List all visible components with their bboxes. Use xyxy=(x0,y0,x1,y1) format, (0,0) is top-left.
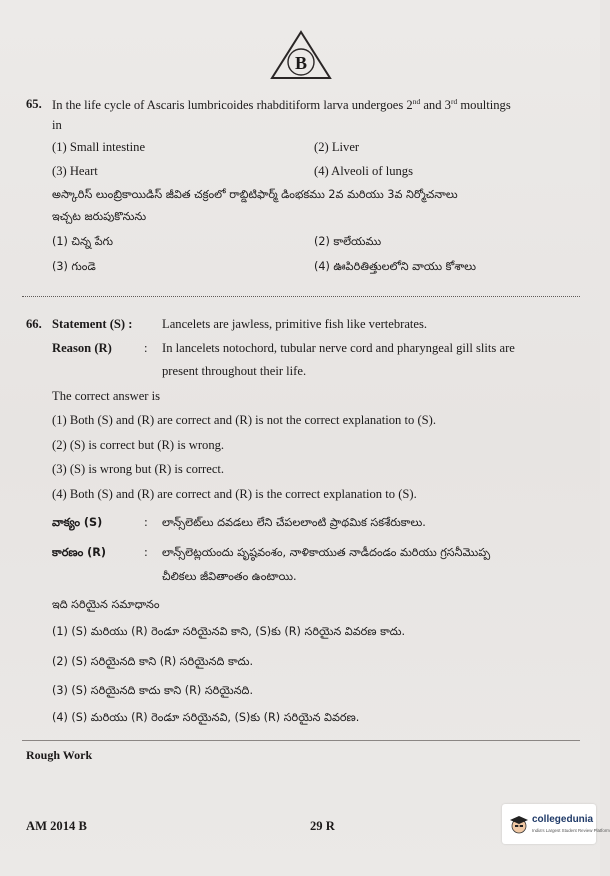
statement-text: Lancelets are jawless, primitive fish like vertebrates. xyxy=(162,317,428,331)
reason-text: In lancelets notochord, tubular nerve cord and pharyngeal gill slits are xyxy=(162,341,515,355)
superscript: nd xyxy=(412,97,421,106)
option-1-telugu: (1) (S) మరియు (R) రెండూ సరియైనవి కాని, (S)కు (R) సరియైన వివరణ కాదు. xyxy=(52,625,406,638)
statement-colon: : xyxy=(144,516,148,529)
brand-name: collegedunia xyxy=(532,814,594,825)
option-3: (3) (S) is wrong but (R) is correct. xyxy=(52,462,225,476)
brand-tagline: India's Largest Student Review Platform xyxy=(532,828,610,833)
option-2: (2) (S) is correct but (R) is wrong. xyxy=(52,438,225,452)
option-1-telugu: (1) చిన్న పేగు xyxy=(52,235,114,248)
stem-text: In the life cycle of Ascaris lumbricoides rhabditiform larva undergoes 2 xyxy=(52,98,413,113)
reason-label-telugu: కారణం (R) xyxy=(52,546,106,559)
rough-work-label: Rough Work xyxy=(26,748,93,762)
brand-watermark xyxy=(502,804,610,844)
option-4: (4) Alveoli of lungs xyxy=(314,164,413,178)
option-3-telugu: (3) గుండె xyxy=(52,260,96,273)
answer-prompt-telugu: ఇది సరియైన సమాధానం xyxy=(52,598,160,611)
question-stem-telugu: అస్కారిస్ లుంబ్రికాయిడిస్ జీవిత చక్రంలో రాబ్డిటిఫార్మ్ డింభకము 2వ మరియు 3వ నిర్మోచనాలు xyxy=(52,188,458,201)
question-stem-telugu: ఇచ్చట జరుపుకొనును xyxy=(52,210,147,223)
reason-text-telugu: చీలికలు జీవితాంతం ఉంటాయి. xyxy=(162,570,297,583)
statement-text-telugu: లాన్స్‌లెట్‌లు దవడలు లేని చేపలలాంటి ప్రాథమిక సకశేరుకాలు. xyxy=(162,516,426,529)
statement-label-telugu: వాక్యం (S) xyxy=(52,516,103,529)
option-4-telugu: (4) (S) మరియు (R) రెండూ సరియైనవి, (S)కు (R) సరియైన వివరణ. xyxy=(52,711,360,724)
option-1: (1) Both (S) and (R) are correct and (R) is not the correct explanation to (S). xyxy=(52,413,436,427)
question-stem-line xyxy=(52,97,511,113)
stem-text: and 3 xyxy=(420,98,451,113)
option-3-telugu: (3) (S) సరియైనది కాదు కాని (R) సరియైనది. xyxy=(52,684,254,697)
rough-work-divider xyxy=(22,740,580,741)
graduate-avatar-icon xyxy=(508,813,530,835)
question-number: 66. xyxy=(26,317,42,331)
set-letter-badge xyxy=(270,30,332,80)
superscript: rd xyxy=(450,97,458,106)
option-4-telugu: (4) ఊపిరితిత్తులలోని వాయు కోశాలు xyxy=(314,260,476,273)
question-stem-line: in xyxy=(52,118,62,132)
question-number: 65. xyxy=(26,97,42,111)
option-3: (3) Heart xyxy=(52,164,98,178)
set-letter: B xyxy=(294,53,308,73)
answer-prompt: The correct answer is xyxy=(52,389,161,403)
stem-text: moultings xyxy=(457,98,511,113)
option-2-telugu: (2) కాలేయము xyxy=(314,235,382,248)
statement-label: Statement (S) : xyxy=(52,317,133,331)
reason-colon: : xyxy=(144,546,148,559)
page-number: 29 R xyxy=(310,819,335,833)
reason-label: Reason (R) xyxy=(52,341,112,355)
reason-text-telugu: లాన్స్‌లెట్లయందు పృష్ఠవంశం, నాళికాయుత నాడీదండం మరియు గ్రసనీమొప్ప xyxy=(162,546,491,559)
option-1: (1) Small intestine xyxy=(52,140,146,154)
booklet-code: AM 2014 B xyxy=(26,819,87,833)
question-divider xyxy=(22,296,580,297)
reason-colon: : xyxy=(144,341,148,355)
option-2-telugu: (2) (S) సరియైనది కాని (R) సరియైనది కాదు. xyxy=(52,655,254,668)
option-2: (2) Liver xyxy=(314,140,360,154)
reason-text: present throughout their life. xyxy=(162,364,307,378)
option-4: (4) Both (S) and (R) are correct and (R) is the correct explanation to (S). xyxy=(52,487,417,501)
